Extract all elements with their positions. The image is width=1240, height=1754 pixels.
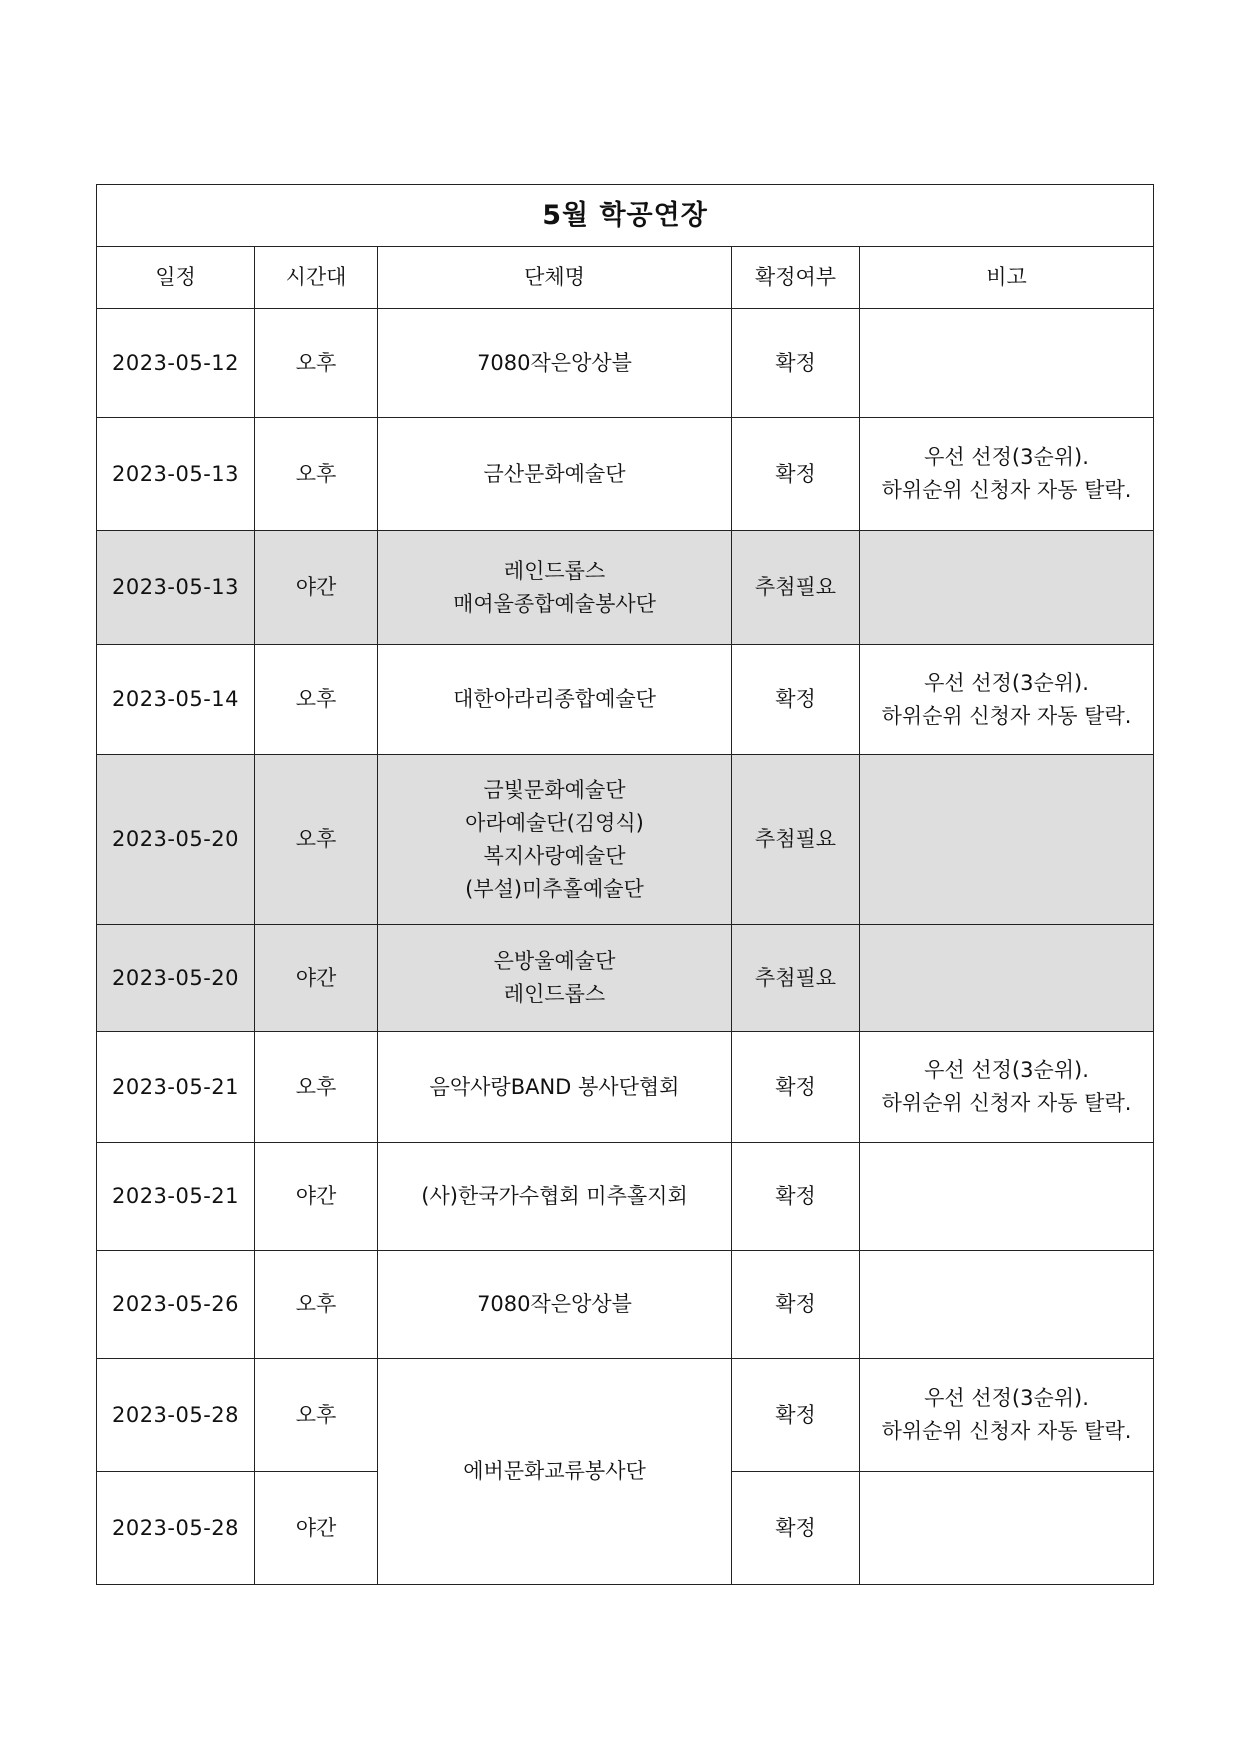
time-cell: 오후 xyxy=(255,755,378,925)
date-cell: 2023-05-14 xyxy=(97,645,255,755)
table-row xyxy=(97,925,1154,1032)
note-cell xyxy=(860,309,1154,418)
note-cell xyxy=(860,925,1154,1032)
group-name: 대한아라리종합예술단 xyxy=(453,687,656,711)
group-name: 레인드롭스 xyxy=(503,558,606,583)
group-cell xyxy=(378,1251,732,1359)
title-row xyxy=(97,185,1154,247)
date-cell: 2023-05-28 xyxy=(97,1472,255,1585)
time-cell: 오후 xyxy=(255,309,378,418)
status-cell: 확정 xyxy=(732,309,860,418)
note-cell xyxy=(860,645,1154,755)
header-row xyxy=(97,247,1154,309)
time-cell: 오후 xyxy=(255,1032,378,1143)
table-row xyxy=(97,1032,1154,1143)
time-cell: 오후 xyxy=(255,418,378,531)
note-cell xyxy=(860,531,1154,645)
group-name: 7080작은앙상블 xyxy=(477,1292,632,1316)
group-cell xyxy=(378,1032,732,1143)
date-cell: 2023-05-12 xyxy=(97,309,255,418)
status-cell: 확정 xyxy=(732,1359,860,1472)
note-cell xyxy=(860,418,1154,531)
table-row xyxy=(97,1143,1154,1251)
status-cell: 확정 xyxy=(732,1143,860,1251)
group-name: 은방울예술단 xyxy=(493,949,616,973)
table-title: 5월 학공연장 xyxy=(97,185,1154,247)
time-cell: 오후 xyxy=(255,1359,378,1472)
time-cell: 야간 xyxy=(255,531,378,645)
note-line: 우선 선정(3순위). xyxy=(924,445,1089,469)
note-cell xyxy=(860,1359,1154,1472)
group-name: 레인드롭스 xyxy=(503,982,606,1006)
group-name: 금산문화예술단 xyxy=(483,461,626,486)
group-cell xyxy=(378,645,732,755)
group-name: 7080작은앙상블 xyxy=(477,350,632,375)
header-status: 확정여부 xyxy=(732,247,860,309)
header-time: 시간대 xyxy=(255,247,378,309)
table-row xyxy=(97,1251,1154,1359)
table-row xyxy=(97,309,1154,418)
note-cell xyxy=(860,755,1154,925)
table-row xyxy=(97,1359,1154,1472)
time-cell: 야간 xyxy=(255,925,378,1032)
schedule-table xyxy=(96,184,1154,1585)
time-cell: 오후 xyxy=(255,1251,378,1359)
header-date: 일정 xyxy=(97,247,255,309)
group-cell xyxy=(378,531,732,645)
date-cell: 2023-05-20 xyxy=(97,755,255,925)
table-row xyxy=(97,531,1154,645)
status-cell: 확정 xyxy=(732,645,860,755)
date-cell: 2023-05-20 xyxy=(97,925,255,1032)
group-name: (사)한국가수협회 미추홀지회 xyxy=(421,1184,688,1208)
date-cell: 2023-05-26 xyxy=(97,1251,255,1359)
date-cell: 2023-05-13 xyxy=(97,531,255,645)
group-cell xyxy=(378,1359,732,1585)
note-line: 하위순위 신청자 자동 탈락. xyxy=(881,1419,1132,1443)
group-name: 아라예술단(김영식) xyxy=(465,810,644,835)
note-line: 우선 선정(3순위). xyxy=(924,1058,1089,1082)
table-row xyxy=(97,755,1154,925)
table-row xyxy=(97,645,1154,755)
group-cell xyxy=(378,309,732,418)
date-cell: 2023-05-13 xyxy=(97,418,255,531)
header-note: 비고 xyxy=(860,247,1154,309)
status-cell: 추첨필요 xyxy=(732,925,860,1032)
note-cell xyxy=(860,1251,1154,1359)
note-line: 우선 선정(3순위). xyxy=(924,1386,1089,1410)
group-cell xyxy=(378,1143,732,1251)
group-cell xyxy=(378,925,732,1032)
table-row xyxy=(97,418,1154,531)
time-cell: 오후 xyxy=(255,645,378,755)
time-cell: 야간 xyxy=(255,1472,378,1585)
status-cell: 확정 xyxy=(732,418,860,531)
group-name: 복지사랑예술단 xyxy=(483,843,626,868)
group-name: 금빛문화예술단 xyxy=(483,777,626,802)
group-name: (부설)미추홀예술단 xyxy=(465,876,644,901)
note-line: 하위순위 신청자 자동 탈락. xyxy=(881,1091,1132,1115)
note-cell xyxy=(860,1143,1154,1251)
date-cell: 2023-05-28 xyxy=(97,1359,255,1472)
note-cell xyxy=(860,1032,1154,1143)
header-group: 단체명 xyxy=(378,247,732,309)
note-cell xyxy=(860,1472,1154,1585)
date-cell: 2023-05-21 xyxy=(97,1032,255,1143)
note-line: 하위순위 신청자 자동 탈락. xyxy=(881,478,1132,502)
status-cell: 확정 xyxy=(732,1032,860,1143)
status-cell: 추첨필요 xyxy=(732,755,860,925)
group-name: 매여울종합예술봉사단 xyxy=(453,591,656,616)
status-cell: 확정 xyxy=(732,1472,860,1585)
date-cell: 2023-05-21 xyxy=(97,1143,255,1251)
status-cell: 확정 xyxy=(732,1251,860,1359)
group-cell xyxy=(378,755,732,925)
status-cell: 추첨필요 xyxy=(732,531,860,645)
group-name: 음악사랑BAND 봉사단협회 xyxy=(429,1074,680,1099)
time-cell: 야간 xyxy=(255,1143,378,1251)
group-name: 에버문화교류봉사단 xyxy=(463,1459,646,1483)
note-line: 하위순위 신청자 자동 탈락. xyxy=(881,703,1132,728)
group-cell xyxy=(378,418,732,531)
note-line: 우선 선정(3순위). xyxy=(924,670,1089,695)
